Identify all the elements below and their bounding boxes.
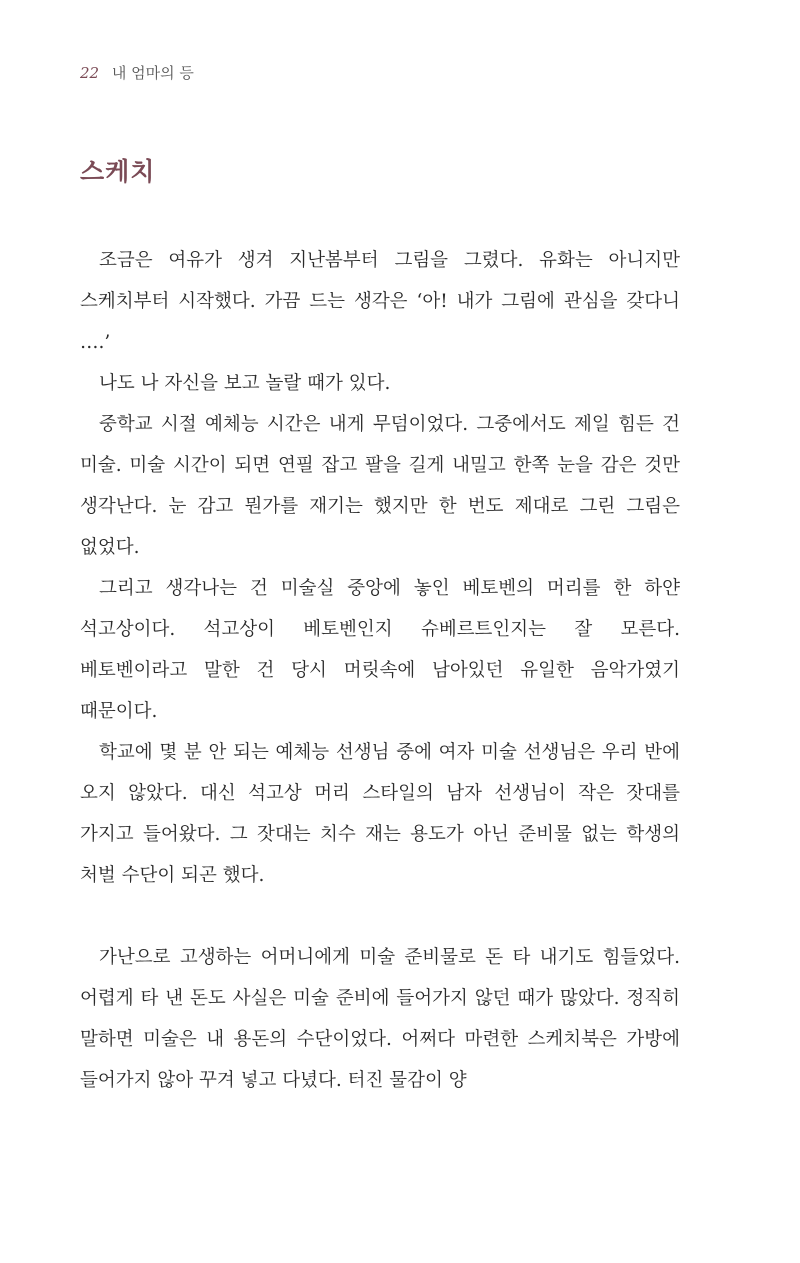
- paragraph: 학교에 몇 분 안 되는 예체능 선생님 중에 여자 미술 선생님은 우리 반에 오지 않았다. 대신 석고상 머리 스타일의 남자 선생님이 작은 잣대를 가지고 들어왔다. 그 잣대는 치수 재는 용도가 아닌 준비물 없는 학생의 처벌 수단이 되곤 했다.: [80, 742, 680, 886]
- body-text: [80, 240, 680, 1101]
- page-number: 22: [80, 64, 100, 82]
- chapter-title: 스케치: [80, 157, 156, 186]
- paragraph: 조금은 여유가 생겨 지난봄부터 그림을 그렸다. 유화는 아니지만 스케치부터 시작했다. 가끔 드는 생각은 ‘아! 내가 그림에 관심을 갖다니 ….’: [80, 250, 680, 353]
- section-break: [80, 896, 680, 937]
- running-head: [80, 62, 194, 83]
- paragraph: 그리고 생각나는 건 미술실 중앙에 놓인 베토벤의 머리를 한 하얀 석고상이다. 석고상이 베토벤인지 슈베르트인지는 잘 모른다. 베토벤이라고 말한 건 당시 머릿속에 남아있던 유일한 음악가였기 때문이다.: [80, 578, 680, 722]
- paragraph: 가난으로 고생하는 어머니에게 미술 준비물로 돈 타 내기도 힘들었다. 어렵게 타 낸 돈도 사실은 미술 준비에 들어가지 않던 때가 많았다. 정직히 말하면 미술은 내 용돈의 수단이었다. 어쩌다 마련한 스케치북은 가방에 들어가지 않아 꾸겨 넣고 다녔다. 터진 물감이 양: [80, 947, 680, 1091]
- paragraph: 중학교 시절 예체능 시간은 내게 무덤이었다. 그중에서도 제일 힘든 건 미술. 미술 시간이 되면 연필 잡고 팔을 길게 내밀고 한쪽 눈을 감은 것만 생각난다. 눈 감고 뭔가를 재기는 했지만 한 번도 제대로 그린 그림은 없었다.: [80, 414, 680, 558]
- paragraph: 나도 나 자신을 보고 놀랄 때가 있다.: [99, 373, 391, 394]
- book-title: 내 엄마의 등: [111, 64, 194, 82]
